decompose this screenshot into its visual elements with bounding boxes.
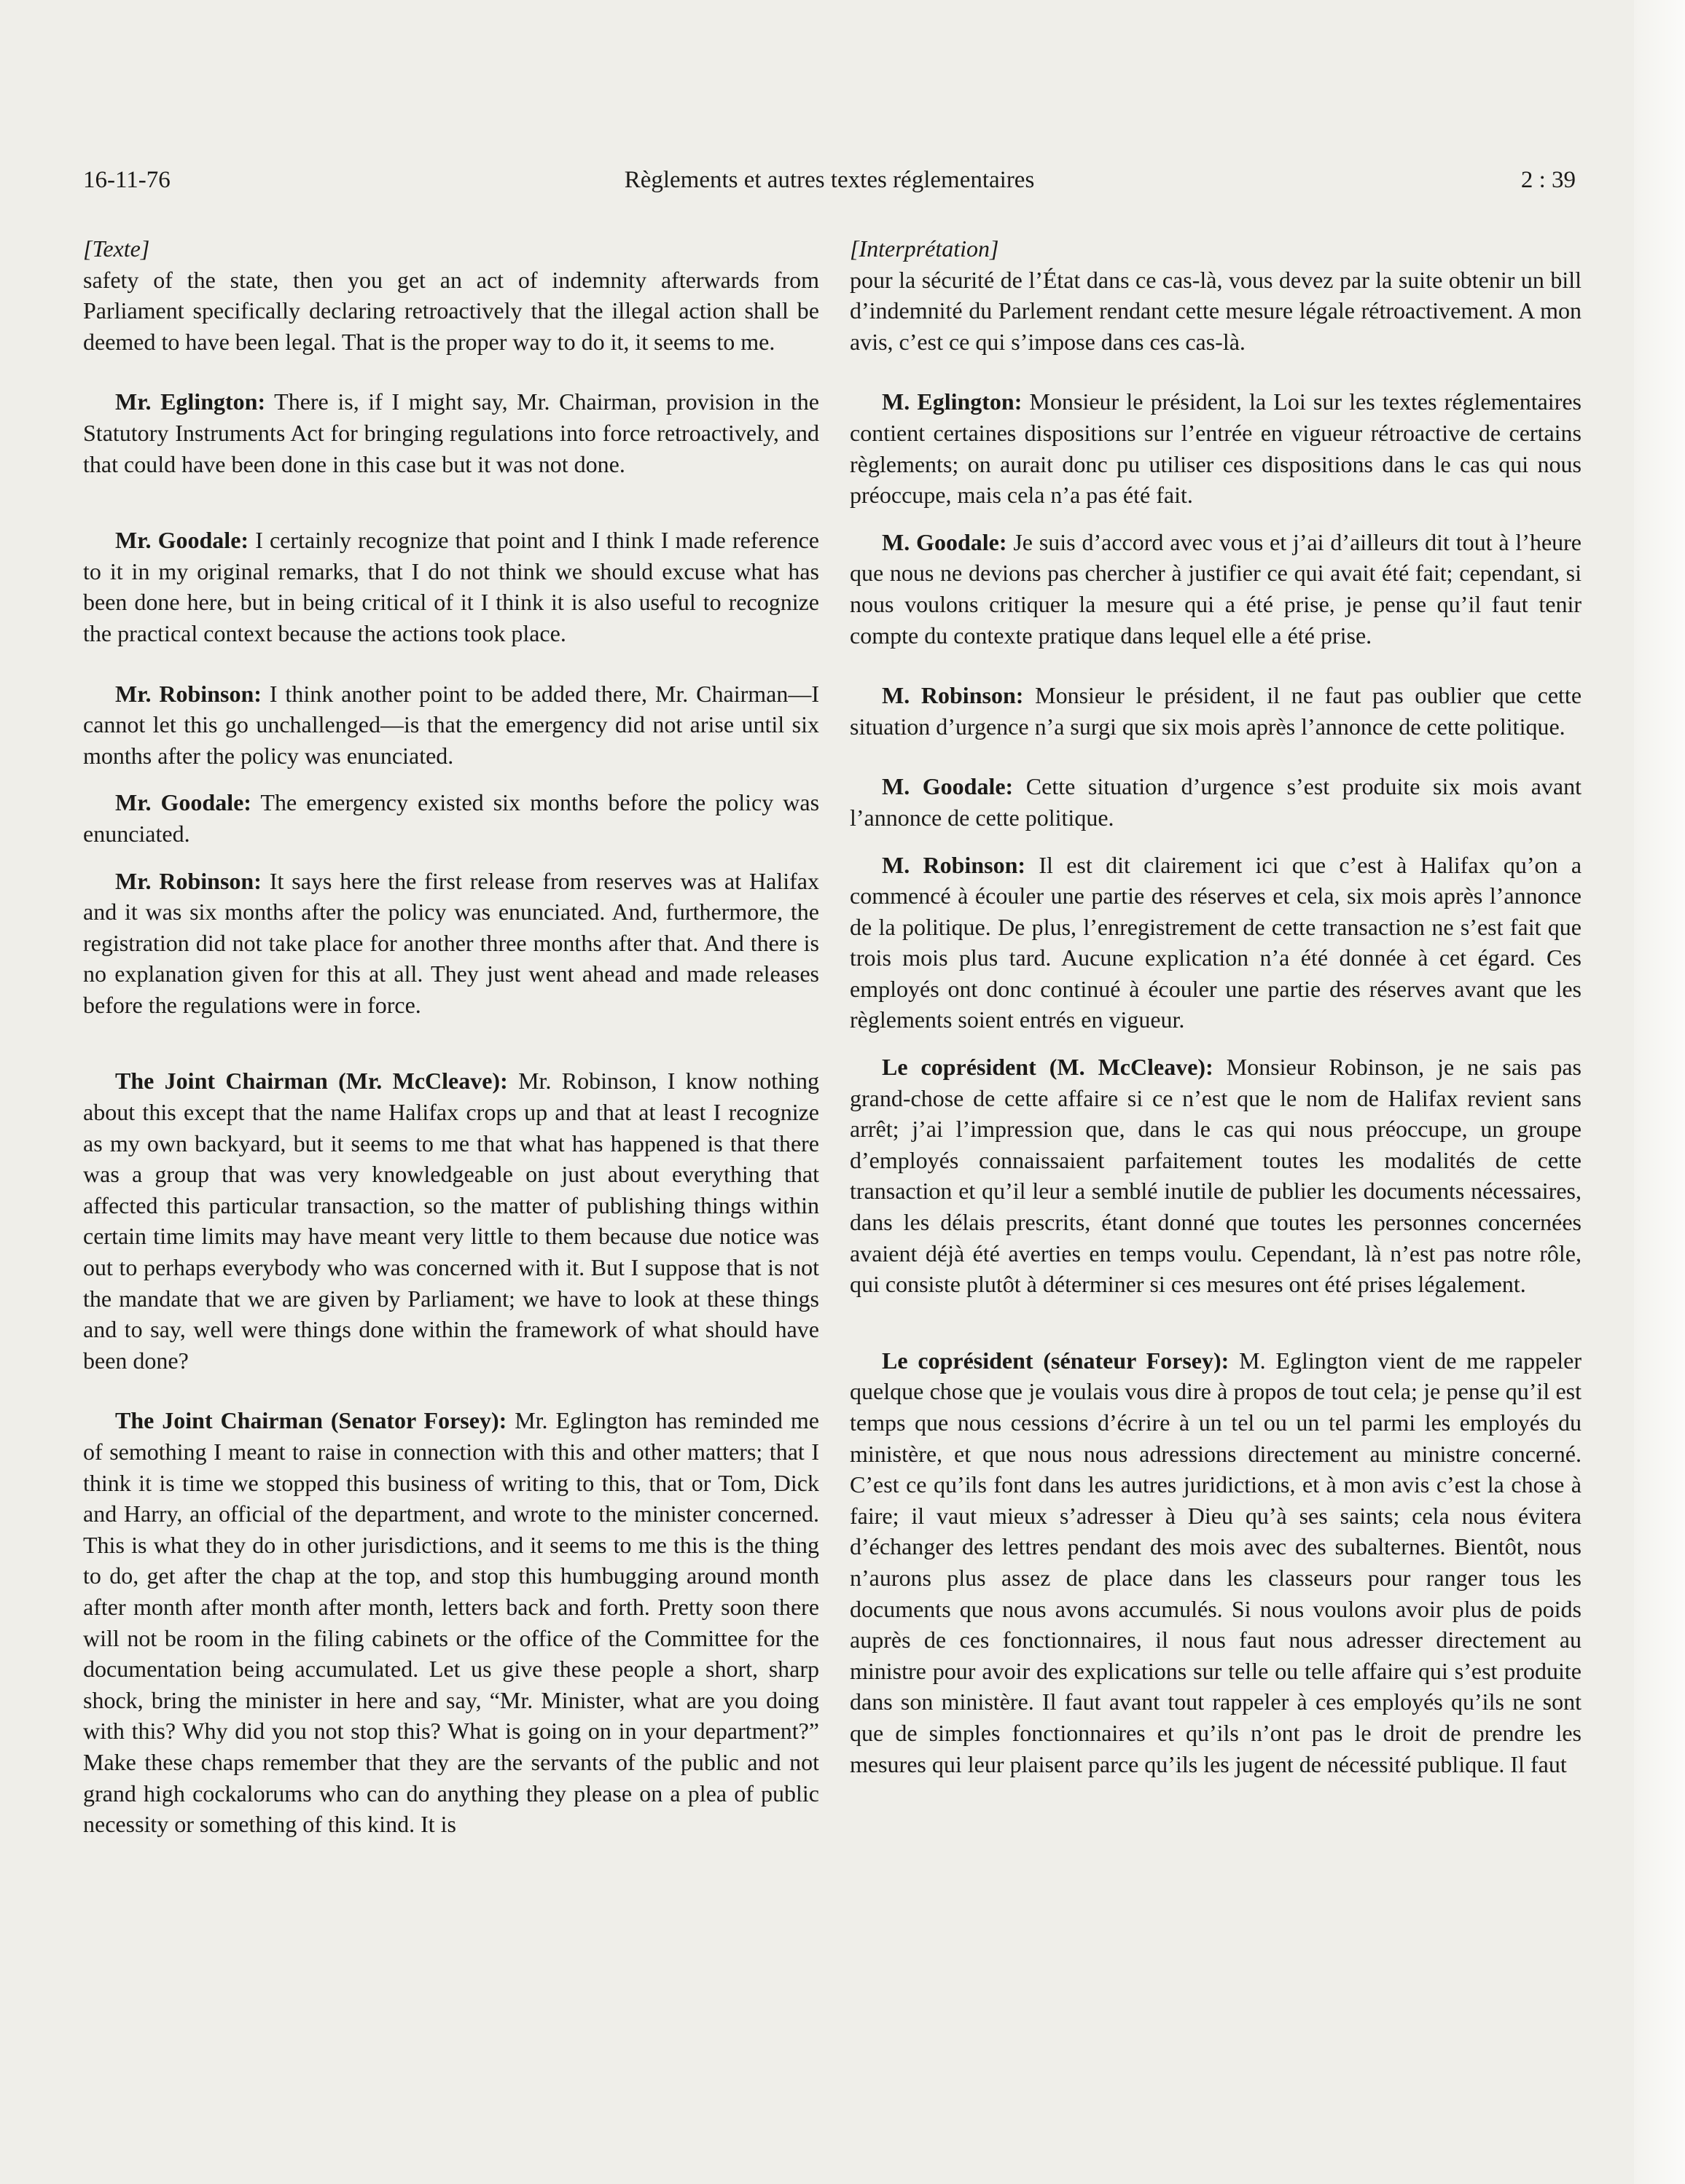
paragraph [850,1345,1582,1780]
paragraph [850,771,1582,833]
header-page-number: 2 : 39 [1520,167,1576,193]
speaker-name: The Joint Chairman (Senator Forsey): [115,1407,507,1434]
paragraph [850,850,1582,1036]
paragraph-text: Monsieur le président, la Loi sur les textes réglementaires contient certaines dispositions sur l’entrée en vigueur rétroactive de certains règlements; on aurait donc pu utiliser ces dispositions dans le cas qui nous préoccupe, mais cela n’a pas été fait. [850,388,1582,509]
speaker-name: M. Robinson: [882,851,1026,878]
paragraph-text: I certainly recognize that point and I think I made reference to it in my original remarks, that I do not think we should excuse what has been done here, but in being critical of it I think it is also useful to recognize the practical context because the actions took place. [83,527,820,646]
speaker-name: Mr. Eglington: [115,388,266,415]
paragraph-text: Mr. Eglington has reminded me of semothing I meant to raise in connection with this and other matters; that I think it is time we stopped this business of writing to this, that or Tom, Dick and Harry, an official of the department, and wrote to the minister concerned. This is what they do in other jurisdictions, and it seems to me this is the thing to do, get after the chap at the top, and stop this humbugging around month after month after month after month, letters back and forth. Pretty soon there will not be room in the filing cabinets or the office of the Committee for the documentation being accumulated. Let us give these people a short, sharp shock, bring the minister in here and say, “Mr. Minister, what are you doing with this? Why did you not stop this? What is going on in your department?” Make these chaps remember that they are the servants of the public and not grand high cockalorums who can do anything they please on a plea of public necessity or something of this kind. It is [83,1407,820,1838]
paragraph-text: Monsieur Robinson, je ne sais pas grand-chose de cette affaire si ce n’est que le nom de Halifax revient sans arrêt; j’ai l’impression que, dans le cas qui nous préoccupe, un groupe d’employés connaissaient parfaitement toutes les modalités de cette transaction et qu’il leur a semblé inutile de publier les documents nécessaires, dans les délais prescrits, étant donné que toutes les personnes concernées avaient déjà été averties en temps voulu. Cependant, là n’est pas notre rôle, qui consiste plutôt à déterminer si ces mesures ont été prises légalement. [850,1054,1582,1298]
paragraph [83,525,819,649]
speaker-name: M. Goodale: [882,528,1007,555]
paragraph-text: Mr. Robinson, I know nothing about this except that the name Halifax crops up and that at least I recognize as my own backyard, but it seems to me that what has happened is that there was a group that was very knowledgeable on just about everything that affected this particular transaction, so the matter of publishing things within certain time limits may have meant very little to them because due notice was out to perhaps everybody who was concerned with it. But I suppose that is not the mandate that we are given by Parliament; we have to look at these things and to say, well were things done within the framework of what should have been done? [83,1068,820,1374]
column-tag: [Interprétation] [850,235,999,262]
paragraph-text: There is, if I might say, Mr. Chairman, provision in the Statutory Instruments Act for bringing regulations into force retroactively, and that could have been done in this case but it was not done. [83,388,820,477]
page-header [83,162,1576,198]
paragraph [850,1052,1582,1300]
paragraph-text: safety of the state, then you get an act of indemnity afterwards from Parliament specifically declaring retroactively that the illegal action shall be deemed to have been legal. That is the proper way to do it, it seems to me. [83,266,819,355]
paragraph-text: pour la sécurité de l’État dans ce cas-là, vous devez par la suite obtenir un bill d’indemnité du Parlement rendant cette mesure légale rétroactivement. A mon avis, c’est ce qui s’impose dans ces cas-là. [850,266,1582,355]
paragraph [83,866,819,1021]
column-tag: [Texte] [83,235,150,262]
header-date: 16-11-76 [83,167,171,193]
speaker-name: The Joint Chairman (Mr. McCleave): [115,1068,508,1095]
speaker-name: Le coprésident (M. McCleave): [882,1054,1213,1081]
speaker-name: M. Robinson: [882,682,1024,709]
paragraph [83,1405,819,1839]
paragraph-text: M. Eglington vient de me rappeler quelque chose que je voulais vous dire à propos de tout cela; je pense qu’il est temps que nous cessions d’écrire à un tel ou un tel parmi les employés du ministère, et que nous nous adressions directement au ministre concerné. C’est ce qu’ils font dans les autres juridictions, et à mon avis c’est la chose à faire; il vaut mieux s’adresser à Dieu qu’à ses saints; cela nous évitera d’échanger des lettres pendant des mois avec des subalternes. Bientôt, nous n’aurons plus assez de place dans les classeurs pour ranger tous les documents que nous avons accumulés. Si nous voulons avoir plus de poids auprès de ces fonctionnaires, il nous faut nous adresser directement au ministre pour avoir des explications sur telle ou telle affaire qui s’est produite dans son ministère. Il faut avant tout rappeler à ces employés qu’ils ne sont que de simples fonctionnaires et qu’ils n’ont pas le droit de prendre les mesures qui leur plaisent parce qu’ils les jugent de nécessité publique. Il faut [850,1347,1582,1777]
paragraph-text: Il est dit clairement ici que c’est à Halifax qu’on a commencé à écouler une partie des réserves et cela, six mois après l’annonce de la politique. De plus, l’enregistrement de cette transaction ne s’est fait que trois mois plus tard. Aucune explication n’a été donnée à cet égard. Ces employés ont donc continué à écouler une partie des réserves avant que les règlements soient entrés en vigueur. [850,851,1582,1033]
paragraph [83,678,819,772]
speaker-name: Mr. Goodale: [115,527,249,554]
speaker-name: Le coprésident (sénateur Forsey): [882,1347,1229,1374]
paragraph-text: Cette situation d’urgence s’est produite six mois avant l’annonce de cette politique. [850,773,1582,831]
paragraph-text: Monsieur le président, il ne faut pas oublier que cette situation d’urgence n’a surgi que six mois après l’annonce de cette politique. [850,682,1582,740]
paragraph [850,680,1582,742]
page-edge [1634,0,1685,2184]
paragraph [850,386,1582,510]
speaker-name: Mr. Goodale: [115,789,251,816]
paragraph [850,265,1582,358]
french-column [850,233,1582,1780]
paragraph-text: Je suis d’accord avec vous et j’ai d’ailleurs dit tout à l’heure que nous ne devions pas chercher à justifier ce qui avait été fait; cependant, si nous voulons critiquer la mesure qui a été prise, je pense qu’il faut tenir compte du contexte pratique dans lequel elle a été prise. [850,528,1582,649]
paragraph [83,386,819,480]
paragraph-text: The emergency existed six months before the policy was enunciated. [83,789,820,847]
speaker-name: M. Eglington: [882,388,1023,415]
speaker-name: M. Goodale: [882,773,1014,800]
speaker-name: Mr. Robinson: [115,680,262,707]
english-column [83,233,819,1840]
paragraph [83,787,819,849]
header-title: Règlements et autres textes réglementaires [624,167,1035,193]
paragraph-text: I think another point to be added there, Mr. Chairman—I cannot let this go unchallenged—is that the emergency did not arise until six months after the policy was enunciated. [83,680,820,769]
paragraph [83,265,819,358]
paragraph-text: It says here the first release from reserves was at Halifax and it was six months after the policy was enunciated. And, furthermore, the registration did not take place for another three months after that. And there is no explanation given for this at all. They just went ahead and made releases before the regulations were in force. [83,867,820,1018]
speaker-name: Mr. Robinson: [115,867,262,894]
paragraph [850,527,1582,651]
paragraph [83,1065,819,1376]
